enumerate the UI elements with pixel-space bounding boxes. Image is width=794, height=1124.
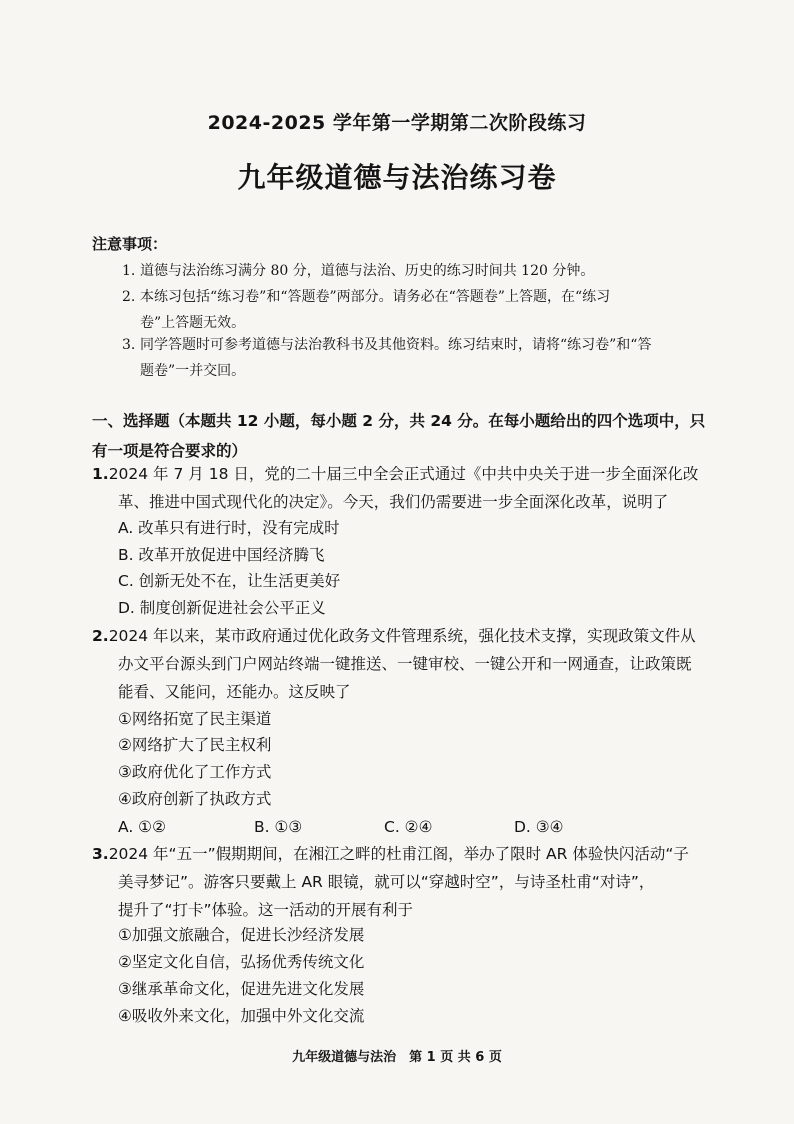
question-stem: 2024 年“五一”假期期间，在湘江之畔的杜甫江阁，举办了限时 AR 体验快闪活动“子 <box>108 845 689 863</box>
question-stem-cont: 提升了“打卡”体验。这一活动的开展有利于 <box>118 901 414 919</box>
q2-option-a[interactable]: A. ①② <box>118 818 166 836</box>
notice-item-text: 道德与法治练习满分 80 分，道德与法治、历史的练习时间共 120 分钟。 <box>140 263 595 279</box>
q2-option-b[interactable]: B. ①③ <box>254 818 303 836</box>
question-stem-cont: 革、推进中国式现代化的决定》。今天，我们仍需要进一步全面深化改革，说明了 <box>118 493 669 511</box>
question-stem-cont: 办文平台源头到门户网站终端一键推送、一键审校、一键公开和一网通查，让政策既 <box>118 655 692 673</box>
q2-options <box>118 813 718 841</box>
section-heading-line2: 有一项是符合要求的） <box>92 442 248 460</box>
q2-statement-3: ③政府优化了工作方式 <box>118 763 272 781</box>
question-number: 3. <box>92 845 109 863</box>
q3-statement-1: ①加强文旅融合，促进长沙经济发展 <box>118 926 365 944</box>
notice-item-text: 本练习包括“练习卷”和“答题卷”两部分。请务必在“答题卷”上答题，在“练习 <box>140 289 611 305</box>
q2-option-d[interactable]: D. ③④ <box>514 818 564 836</box>
question-2 <box>92 622 722 706</box>
notice-item-number: 2. <box>122 289 136 305</box>
notice-item-text: 同学答题时可参考道德与法治教科书及其他资料。练习结束时，请将“练习卷”和“答 <box>140 337 652 353</box>
question-3 <box>92 840 722 924</box>
question-number: 2. <box>92 627 109 645</box>
notice-item-number: 1. <box>122 263 136 279</box>
notice-item-number: 3. <box>122 337 136 353</box>
q1-option-d[interactable]: D. 制度创新促进社会公平正义 <box>118 599 326 617</box>
section-heading-line1: 一、选择题（本题共 12 小题，每小题 2 分，共 24 分。在每小题给出的四个选项中，只 <box>92 412 706 430</box>
question-stem: 2024 年 7 月 18 日，党的二十届三中全会正式通过《中共中央关于进一步全面深化改 <box>108 465 699 483</box>
exam-subtitle: 2024-2025 学年第一学期第二次阶段练习 <box>207 112 587 134</box>
q1-option-b[interactable]: B. 改革开放促进中国经济腾飞 <box>118 546 325 564</box>
question-1 <box>92 460 722 516</box>
notice-item-1 <box>122 258 702 284</box>
question-stem: 2024 年以来，某市政府通过优化政务文件管理系统，强化技术支撑，实现政策文件从 <box>108 627 696 645</box>
q2-statement-1: ①网络拓宽了民主渠道 <box>118 710 272 728</box>
notice-item-text-cont: 卷”上答题无效。 <box>140 315 246 331</box>
question-number: 1. <box>92 465 109 483</box>
notice-heading: 注意事项： <box>92 235 168 253</box>
q3-statement-3: ③继承革命文化，促进先进文化发展 <box>118 980 365 998</box>
page-footer: 九年级道德与法治 第 1 页 共 6 页 <box>292 1050 502 1065</box>
notice-item-3 <box>122 332 702 384</box>
notice-item-text-cont: 题卷”一并交回。 <box>140 363 246 379</box>
section-heading <box>92 406 722 466</box>
q2-statement-4: ④政府创新了执政方式 <box>118 790 272 808</box>
q1-option-c[interactable]: C. 创新无处不在，让生活更美好 <box>118 572 341 590</box>
q3-statement-2: ②坚定文化自信，弘扬优秀传统文化 <box>118 953 365 971</box>
notice-item-2 <box>122 284 702 336</box>
question-stem-cont: 美寻梦记”。游客只要戴上 AR 眼镜，就可以“穿越时空”，与诗圣杜甫“对诗”， <box>118 873 655 891</box>
q1-option-a[interactable]: A. 改革只有进行时，没有完成时 <box>118 519 340 537</box>
q2-statement-2: ②网络扩大了民主权利 <box>118 736 272 754</box>
question-stem-cont: 能看、又能问，还能办。这反映了 <box>118 683 351 701</box>
exam-title: 九年级道德与法治练习卷 <box>237 161 557 194</box>
q2-option-c[interactable]: C. ②④ <box>384 818 433 836</box>
q3-statement-4: ④吸收外来文化，加强中外文化交流 <box>118 1007 365 1025</box>
